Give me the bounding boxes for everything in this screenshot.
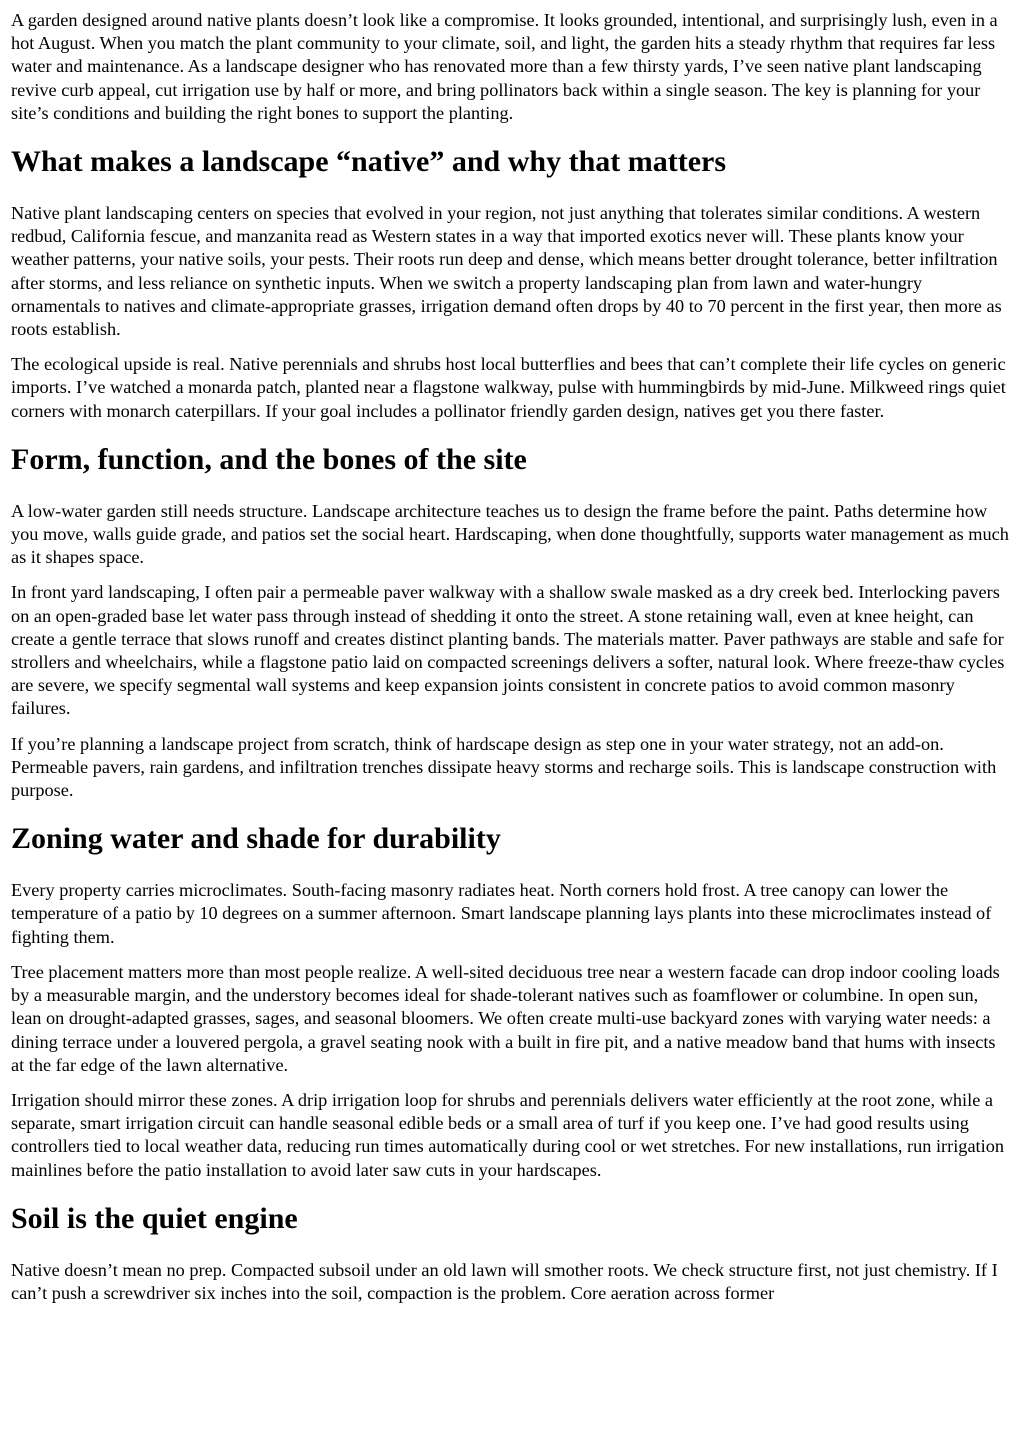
section-heading: Zoning water and shade for durability [11,822,501,856]
section-heading: Form, function, and the bones of the site [11,442,527,476]
paragraph: Tree placement matters more than most people realize. A well-sited deciduous tree near a western facade can drop indoor cooling loads by a measurable margin, and the understory becomes ideal for shade-tolerant natives such as foamflower or columbine. In open sun, lean on drought-adapted grasses, sages, and seasonal bloomers. We often create multi-use backyard zones with varying water needs: a dining terrace under a louvered pergola, a gravel seating nook with a built in fire pit, and a native meadow band that hums with insects at the far edge of the lawn alternative. [11,961,1000,1075]
section-native [11,145,1013,423]
paragraph: Native doesn’t mean no prep. Compacted subsoil under an old lawn will smother roots. We check structure first, not just chemistry. If I can’t push a screwdriver six inches into the soil, compaction is the problem. Core aeration across former [11,1259,998,1303]
paragraph: Native plant landscaping centers on species that evolved in your region, not just anything that tolerates similar conditions. A western redbud, California fescue, and manzanita read as Western states in a way that imported exotics never will. These plants know your weather patterns, your native soils, your pests. Their roots run deep and dense, which means better drought tolerance, better infiltration after storms, and less reliance on synthetic inputs. When we switch a property landscaping plan from lawn and water-hungry ornamentals to natives and climate-appropriate grasses, irrigation demand often drops by 40 to 70 percent in the first year, then more as roots establish. [11,203,1002,340]
paragraph: The ecological upside is real. Native perennials and shrubs host local butterflies and bees that can’t complete their life cycles on generic imports. I’ve watched a monarda patch, planted near a flagstone walkway, pulse with hummingbirds by mid-June. Milkweed rings quiet corners with monarch caterpillars. If your goal includes a pollinator friendly garden design, natives get you there faster. [11,354,1006,421]
paragraph: If you’re planning a landscape project from scratch, think of hardscape design as step one in your water strategy, not an add-on. Permeable pavers, rain gardens, and infiltration trenches dissipate heavy storms and recharge soils. This is landscape construction with purpose. [11,733,997,801]
article [11,9,1013,1305]
section-zoning [11,822,1013,1181]
section-soil [11,1202,1013,1305]
paragraph: Irrigation should mirror these zones. A drip irrigation loop for shrubs and perennials delivers water efficiently at the root zone, while a separate, smart irrigation circuit can handle seasonal edible beds or a small area of turf if you keep one. I’ve had good results using controllers tied to local weather data, reducing run times automatically during cool or wet stretches. For new installations, run irrigation mainlines before the patio installation to avoid later saw cuts in your hardscapes. [11,1089,1004,1180]
paragraph: Every property carries microclimates. South-facing masonry radiates heat. North corners hold frost. A tree canopy can lower the temperature of a patio by 10 degrees on a summer afternoon. Smart landscape planning lays plants into these microclimates instead of fighting them. [11,880,992,947]
paragraph: In front yard landscaping, I often pair a permeable paver walkway with a shallow swale masked as a dry creek bed. Interlocking pavers on an open-graded base let water pass through instead of shedding it onto the street. A stone retaining wall, even at knee height, can create a gentle terrace that slows runoff and creates distinct planting bands. The materials matter. Paver pathways are stable and safe for strollers and wheelchairs, while a flagstone patio laid on compacted screenings delivers a softer, natural look. Where freeze-thaw cycles are severe, we specify segmental wall systems and keep expansion joints consistent in concrete patios to avoid common masonry failures. [11,582,1005,719]
section-heading: Soil is the quiet engine [11,1201,298,1235]
intro-paragraph: A garden designed around native plants doesn’t look like a compromise. It looks grounded, intentional, and surprisingly lush, even in a hot August. When you match the plant community to your climate, soil, and light, the garden hits a steady rhythm that requires far less water and maintenance. As a landscape designer who has renovated more than a few thirsty yards, I’ve seen native plant landscaping revive curb appeal, cut irrigation use by half or more, and bring pollinators back within a single season. The key is planning for your site’s conditions and building the right bones to support the planting. [11,10,998,123]
paragraph: A low-water garden still needs structure. Landscape architecture teaches us to design the frame before the paint. Paths determine how you move, walls guide grade, and patios set the social heart. Hardscaping, when done thoughtfully, supports water management as much as it shapes space. [11,500,1009,568]
section-heading: What makes a landscape “native” and why that matters [11,145,727,179]
section-form-function [11,443,1013,802]
